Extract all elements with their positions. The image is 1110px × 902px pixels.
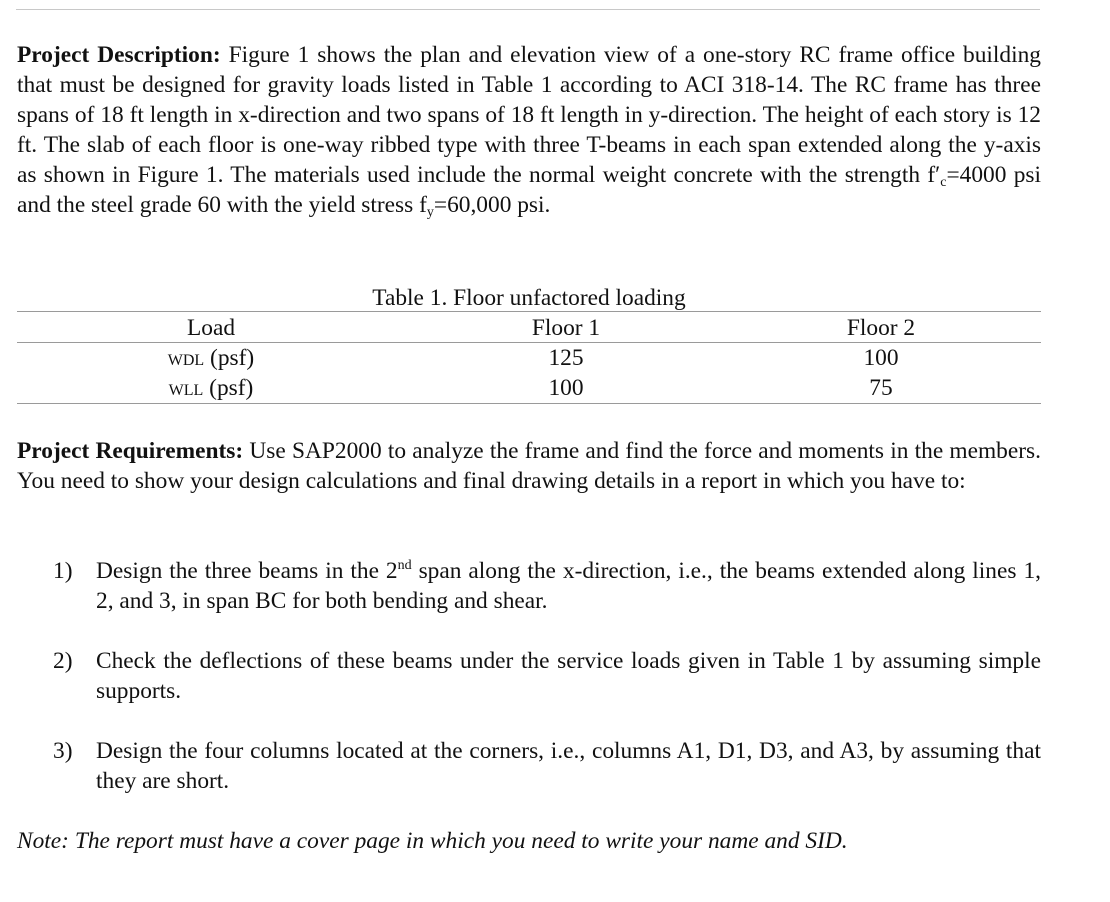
table-cell-floor-1: 125 [548, 345, 584, 371]
table-header-load: Load [186, 315, 236, 341]
requirement-text: Design the four columns located at the corners, i.e., columns A1, D1, D3, and A3, by assuming that they are short. [96, 738, 1041, 794]
project-description [17, 40, 1041, 220]
table-bottom-rule [17, 403, 1041, 404]
list-number: 1) [53, 558, 73, 584]
project-requirements-text: Use SAP2000 to analyze the frame and find the force and moments in the members. You need to show your design calculations and final drawing details in a report in which you have to: [17, 438, 1041, 494]
table-caption: Table 1. Floor unfactored loading [372, 285, 686, 311]
report-note: Note: The report must have a cover page in which you need to write your name and SID. [17, 828, 848, 854]
list-number: 2) [53, 648, 73, 674]
project-requirements-label: Project Requirements: [17, 438, 244, 464]
project-requirements [17, 436, 1041, 496]
requirement-text: Design the three beams in the 2nd span along the x-direction, i.e., the beams extended along lines 1, 2, and 3, in span BC for both bending and shear. [96, 558, 1041, 614]
project-description-text: Figure 1 shows the plan and elevation view of a one-story RC frame office building that must be designed for gravity loads listed in Table 1 according to ACI 318-14. The RC frame has three spans of 18 ft length in x-direction and two spans of 18 ft length in y-direction. The height of each story is 12 ft. The slab of each floor is one-way ribbed type with three T-beams in each span extended along the y-axis as shown in Figure 1. The materials used include the normal weight concrete with the strength f′ [17, 42, 1041, 188]
table-cell-floor-1: 100 [548, 375, 584, 401]
project-description-label: Project Description: [17, 42, 221, 68]
fc-subscript: c [940, 175, 947, 190]
top-divider [16, 9, 1040, 10]
table-row-load: WDL (psf) [167, 345, 255, 371]
requirement-text: Check the deflections of these beams under the service loads given in Table 1 by assuming simple supports. [96, 648, 1041, 704]
table-header-floor-2: Floor 2 [846, 315, 916, 341]
requirement-item-2 [53, 646, 1041, 706]
table-cell-floor-2: 75 [869, 375, 893, 401]
project-description-text-2: =4000 psi and the steel grade 60 with the yield stress f [17, 162, 1041, 218]
table-row-load: WLL (psf) [168, 375, 254, 401]
requirement-item-3 [53, 736, 1041, 796]
project-description-text-3: =60,000 psi. [433, 192, 551, 218]
requirement-item-1 [53, 556, 1041, 616]
fy-subscript: y [426, 205, 434, 220]
table-cell-floor-2: 100 [863, 345, 899, 371]
table-top-rule [17, 311, 1041, 312]
table-header-floor-1: Floor 1 [531, 315, 601, 341]
list-number: 3) [53, 738, 73, 764]
